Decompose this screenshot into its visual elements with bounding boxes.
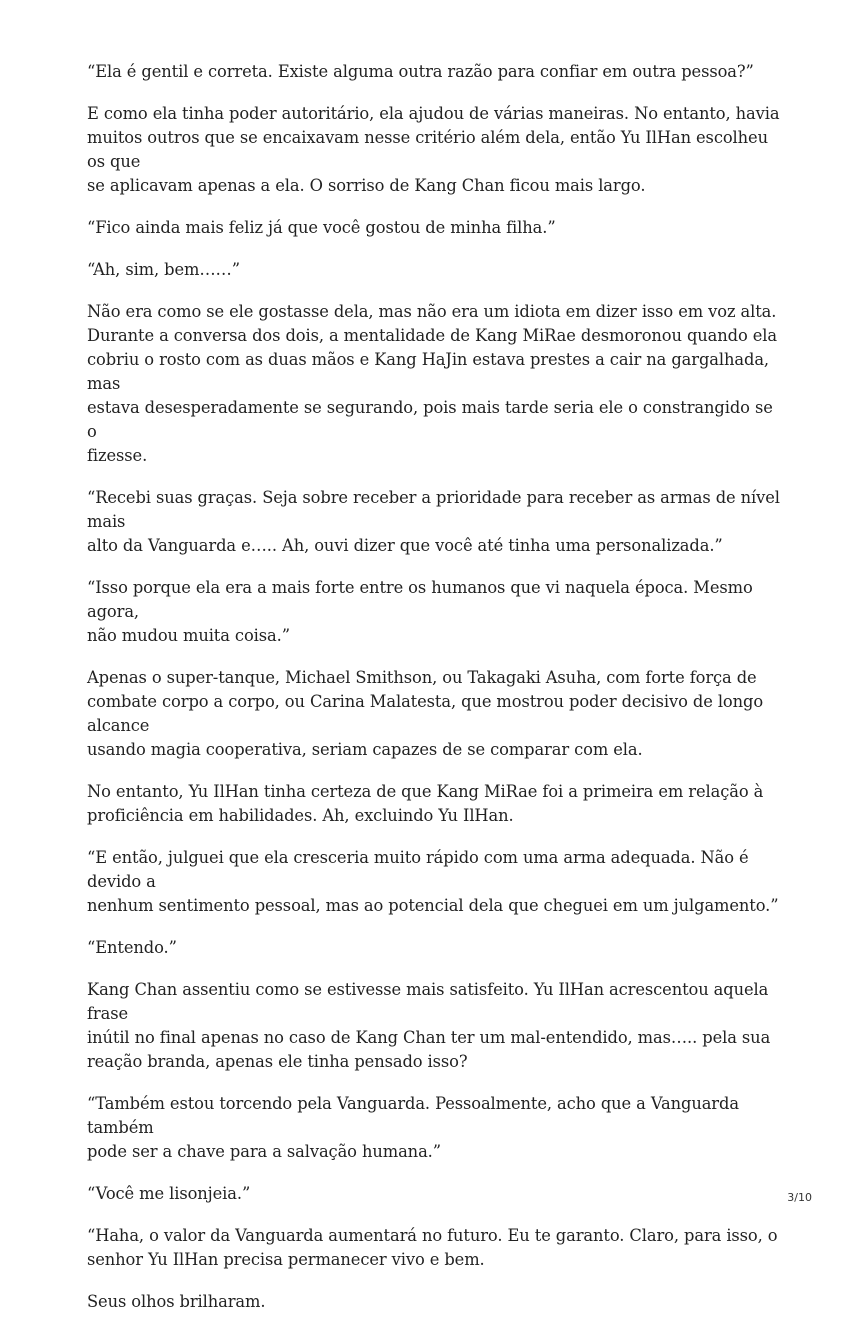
paragraph: “Entendo.” bbox=[87, 938, 177, 957]
document-body bbox=[87, 60, 787, 1332]
paragraph: Kang Chan assentiu como se estivesse mais satisfeito. Yu IlHan acrescentou aquela frase inútil no final apenas no caso de Kang Chan ter um mal-entendido, mas….. pela sua reação branda, apenas ele tinha pensado isso? bbox=[87, 980, 771, 1071]
paragraph: “Isso porque ela era a mais forte entre os humanos que vi naquela época. Mesmo agora, não mudou muita coisa.” bbox=[87, 578, 753, 645]
paragraph: “Fico ainda mais feliz já que você gostou de minha filha.” bbox=[87, 218, 556, 237]
paragraph: Não era como se ele gostasse dela, mas não era um idiota em dizer isso em voz alta. Durante a conversa dos dois, a mentalidade de Kang MiRae desmoronou quando ela cobriu o rosto com as duas mãos e Kang HaJin estava prestes a cair na gargalhada, mas estava desesperadamente se segurando, pois mais tarde seria ele o constrangido se o fizesse. bbox=[87, 302, 778, 465]
paragraph: Apenas o super-tanque, Michael Smithson, ou Takagaki Asuha, com forte força de combate corpo a corpo, ou Carina Malatesta, que mostrou poder decisivo de longo alcance usando magia cooperativa, seriam capazes de se comparar com ela. bbox=[87, 668, 764, 759]
paragraph: “Ah, sim, bem……” bbox=[87, 260, 240, 279]
paragraph: E como ela tinha poder autoritário, ela ajudou de várias maneiras. No entanto, havia muitos outros que se encaixavam nesse critério além dela, então Yu IlHan escolheu os que se aplicavam apenas a ela. O sorriso de Kang Chan ficou mais largo. bbox=[87, 104, 780, 195]
paragraph: “Haha, o valor da Vanguarda aumentará no futuro. Eu te garanto. Claro, para isso, o senhor Yu IlHan precisa permanecer vivo e bem. bbox=[87, 1226, 778, 1269]
paragraph: No entanto, Yu IlHan tinha certeza de que Kang MiRae foi a primeira em relação à proficiência em habilidades. Ah, excluindo Yu IlHan. bbox=[87, 782, 764, 825]
paragraph: “Você me lisonjeia.” bbox=[87, 1184, 251, 1203]
paragraph: “Também estou torcendo pela Vanguarda. Pessoalmente, acho que a Vanguarda também pode ser a chave para a salvação humana.” bbox=[87, 1094, 739, 1161]
paragraph: “E então, julguei que ela cresceria muito rápido com uma arma adequada. Não é devido a nenhum sentimento pessoal, mas ao potencial dela que cheguei em um julgamento.” bbox=[87, 848, 779, 915]
paragraph: Seus olhos brilharam. bbox=[87, 1292, 266, 1311]
page-number: 3/10 bbox=[787, 1191, 812, 1204]
paragraph: “Recebi suas graças. Seja sobre receber a prioridade para receber as armas de nível mais alto da Vanguarda e….. Ah, ouvi dizer que você até tinha uma personalizada.” bbox=[87, 488, 780, 555]
paragraph: “Ela é gentil e correta. Existe alguma outra razão para confiar em outra pessoa?” bbox=[87, 62, 754, 81]
